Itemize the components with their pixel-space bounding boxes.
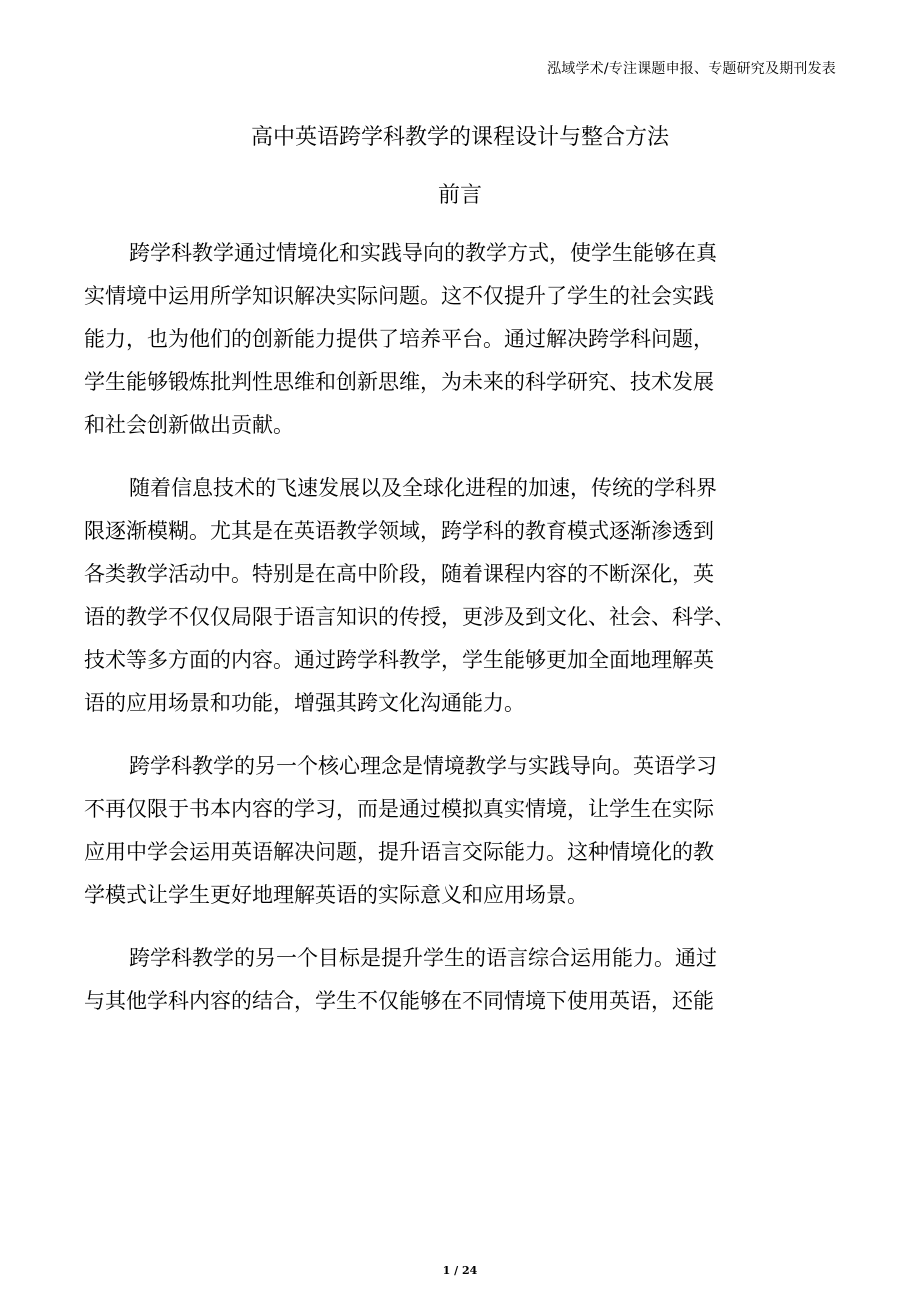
paragraph-line: 不再仅限于书本内容的学习，而是通过模拟真实情境，让学生在实际 (84, 797, 714, 821)
document-body (84, 232, 844, 1043)
paragraph-line: 语的应用场景和功能，增强其跨文化沟通能力。 (84, 691, 525, 715)
paragraph-line: 跨学科教学的另一个目标是提升学生的语言综合运用能力。通过 (129, 946, 717, 970)
paragraph-line: 实情境中运用所学知识解决实际问题。这不仅提升了学生的社会实践 (84, 284, 714, 308)
paragraph-line: 技术等多方面的内容。通过跨学科教学，学生能够更加全面地理解英 (84, 648, 714, 672)
document-title: 高中英语跨学科教学的课程设计与整合方法 (250, 125, 669, 150)
paragraph-2 (84, 467, 844, 725)
section-heading: 前言 (437, 183, 482, 208)
paragraph-line: 与其他学科内容的结合，学生不仅能够在不同情境下使用英语，还能 (84, 989, 714, 1013)
paragraph-line: 限逐渐模糊。尤其是在英语教学领域，跨学科的教育模式逐渐渗透到 (84, 519, 714, 543)
paragraph-line: 跨学科教学通过情境化和实践导向的教学方式，使学生能够在真 (129, 241, 717, 265)
paragraph-line: 学模式让学生更好地理解英语的实际意义和应用场景。 (84, 883, 588, 907)
paragraph-line: 应用中学会运用英语解决问题，提升语言交际能力。这种情境化的教 (84, 840, 714, 864)
paragraph-line: 各类教学活动中。特别是在高中阶段，随着课程内容的不断深化，英 (84, 562, 714, 586)
paragraph-line: 语的教学不仅仅局限于语言知识的传授，更涉及到文化、社会、科学、 (84, 605, 735, 629)
paragraph-line: 和社会创新做出贡献。 (84, 413, 294, 437)
paragraph-line: 跨学科教学的另一个核心理念是情境教学与实践导向。英语学习 (129, 754, 717, 778)
paragraph-3 (84, 745, 844, 917)
paragraph-line: 学生能够锻炼批判性思维和创新思维，为未来的科学研究、技术发展 (84, 370, 714, 394)
paragraph-line: 随着信息技术的飞速发展以及全球化进程的加速，传统的学科界 (129, 476, 717, 500)
paragraph-line: 能力，也为他们的创新能力提供了培养平台。通过解决跨学科问题， (84, 327, 714, 351)
paragraph-4 (84, 937, 844, 1023)
paragraph-1 (84, 232, 844, 447)
page-number: 1 / 24 (442, 1264, 478, 1277)
header-text: 泓域学术/专注课题申报、专题研究及期刊发表 (547, 61, 836, 77)
